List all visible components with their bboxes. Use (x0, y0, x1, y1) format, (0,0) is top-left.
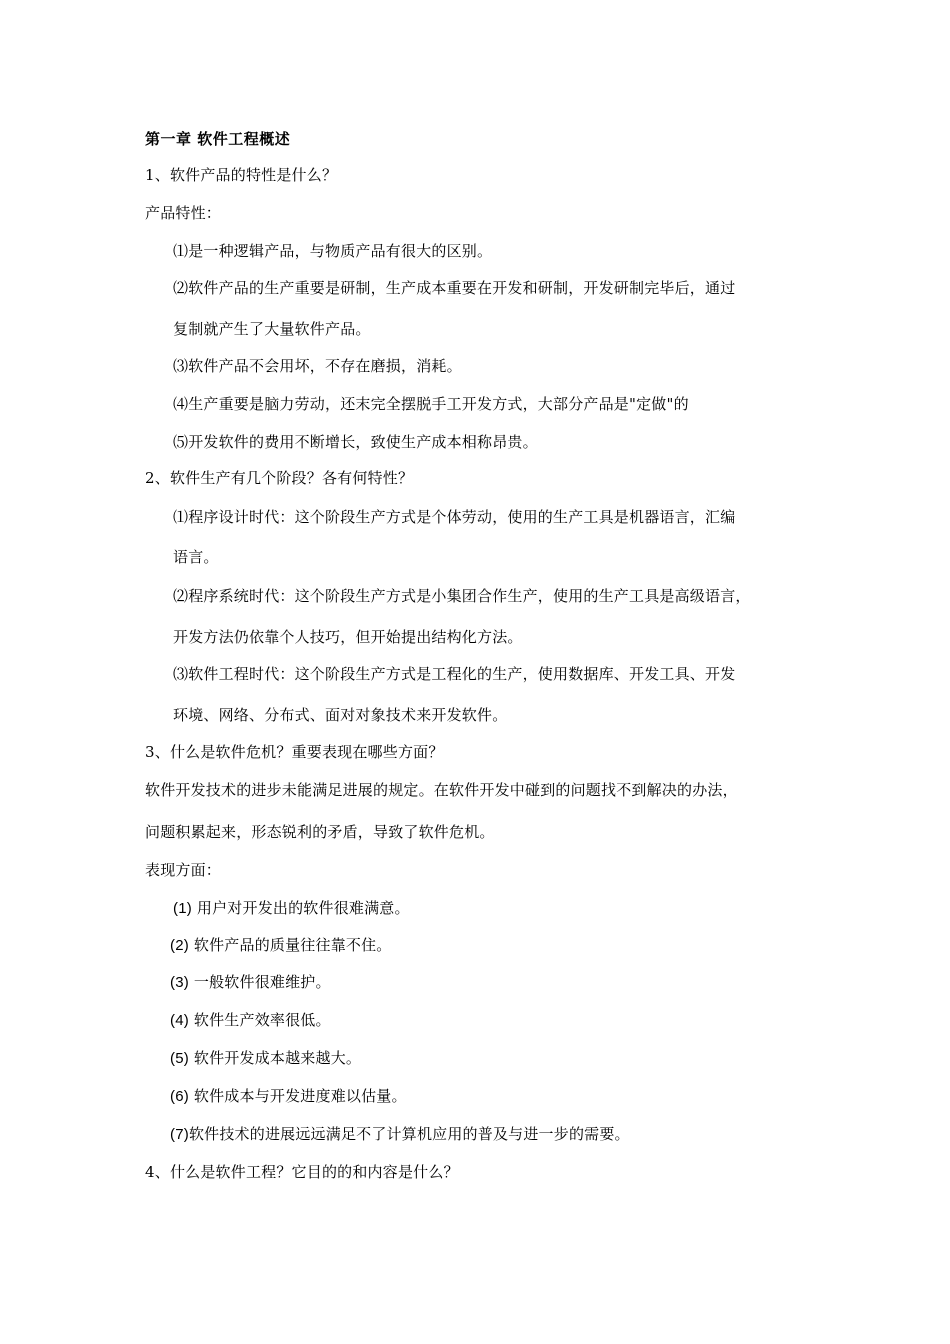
list-item-number: (4) (170, 1012, 189, 1029)
list-item-number: (5) (170, 1050, 189, 1067)
list-item-continuation: 环境、网络、分布式、面对对象技术来开发软件。 (173, 706, 508, 724)
list-item-number: (3) (170, 974, 189, 991)
list-item (170, 1086, 407, 1107)
list-item (170, 1010, 331, 1031)
list-item-number: (6) (170, 1088, 189, 1105)
list-item-text: 软件开发成本越来越大。 (188, 1049, 362, 1067)
list-item (170, 972, 331, 993)
list-item (170, 1048, 361, 1069)
chapter-title: 第一章 软件工程概述 (145, 130, 291, 148)
list-item: ⑸开发软件的费用不断增长，致使生产成本相称昂贵。 (173, 433, 538, 451)
question-1: 1、软件产品的特性是什么？ (145, 166, 338, 184)
list-item-continuation: 开发方法仍依靠个人技巧，但开始提出结构化方法。 (173, 628, 523, 646)
list-item-text: 软件技术的进展远远满足不了计算机应用的普及与进一步的需要。 (188, 1125, 630, 1143)
list-item-text: 软件成本与开发进度难以估量。 (188, 1087, 407, 1105)
list-item-text: 软件生产效率很低。 (188, 1011, 331, 1029)
list-item: ⑴程序设计时代：这个阶段生产方式是个体劳动，使用的生产工具是机器语言，汇编 (173, 508, 736, 526)
list-item-continuation: 语言。 (173, 548, 219, 566)
answer-paragraph-line: 问题积累起来，形态锐利的矛盾，导致了软件危机。 (145, 823, 495, 841)
product-features-intro: 产品特性： (145, 204, 222, 222)
list-item: ⑶软件产品不会用坏，不存在磨损，消耗。 (173, 357, 462, 375)
list-item-text: 软件产品的质量往往靠不住。 (188, 936, 392, 954)
question-3: 3、什么是软件危机？重要表现在哪些方面？ (145, 743, 444, 761)
list-item: ⑵程序系统时代：这个阶段生产方式是小集团合作生产，使用的生产工具是高级语言， (173, 587, 751, 605)
list-item-continuation: 复制就产生了大量软件产品。 (173, 320, 371, 338)
question-4: 4、什么是软件工程？它目的的和内容是什么？ (145, 1163, 459, 1181)
question-2: 2、软件生产有几个阶段？各有何特性？ (145, 469, 414, 487)
answer-paragraph-line: 软件开发技术的进步未能满足进展的规定。在软件开发中碰到的问题找不到解决的办法， (145, 781, 738, 799)
list-item (170, 935, 392, 956)
list-item: ⑷生产重要是脑力劳动，还末完全摆脱手工开发方式，大部分产品是"定做"的 (173, 395, 689, 413)
list-item: ⑴是一种逻辑产品，与物质产品有很大的区别。 (173, 242, 493, 260)
list-item-text: 用户对开发出的软件很难满意。 (191, 899, 410, 917)
list-item: ⑶软件工程时代：这个阶段生产方式是工程化的生产，使用数据库、开发工具、开发 (173, 665, 736, 683)
aspects-intro: 表现方面： (145, 861, 222, 879)
list-item-number: (7) (170, 1126, 189, 1143)
list-item-number: (2) (170, 937, 189, 954)
list-item (173, 898, 410, 919)
list-item: ⑵软件产品的生产重要是研制，生产成本重要在开发和研制，开发研制完毕后，通过 (173, 279, 736, 297)
list-item-number: (1) (173, 900, 192, 917)
list-item (170, 1124, 630, 1145)
list-item-text: 一般软件很难维护。 (188, 973, 331, 991)
